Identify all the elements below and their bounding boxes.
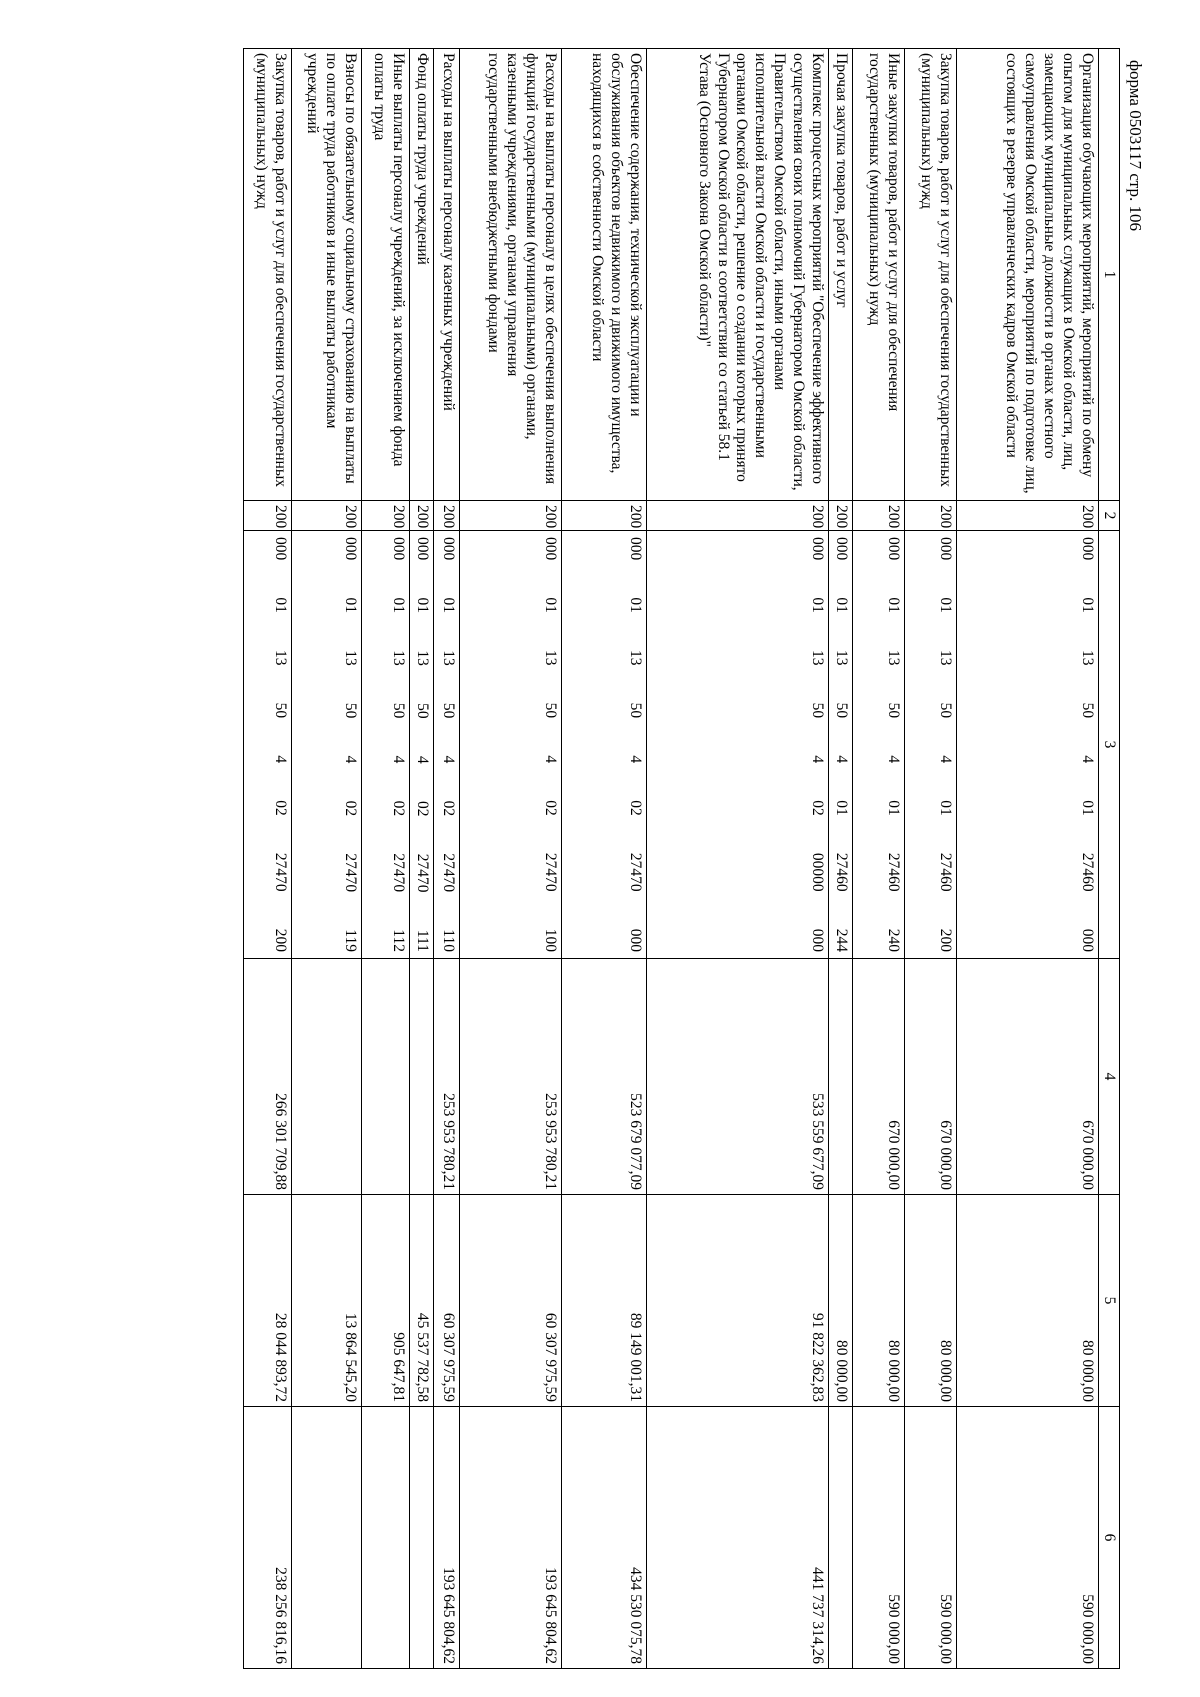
unexecuted-amount-cell: 441 737 314,26 — [647, 1407, 829, 1669]
budget-code-part: 50 — [937, 702, 954, 719]
executed-amount-cell: 28 044 893,72 — [244, 1195, 292, 1407]
budget-code-part: 27470 — [627, 852, 645, 892]
budget-code-part: 000 — [1079, 928, 1096, 952]
table-row — [244, 49, 292, 1669]
budget-code — [268, 531, 291, 958]
budget-code-part: 000 — [809, 537, 827, 561]
budget-code-cell — [292, 531, 362, 959]
table-row — [562, 49, 647, 1669]
budget-code-cell — [410, 531, 434, 959]
unexecuted-amount-cell: 590 000,00 — [957, 1407, 1099, 1669]
approved-amount-cell: 266 301 709,88 — [244, 959, 292, 1195]
budget-code-part: 112 — [390, 929, 408, 952]
budget-code-part: 000 — [937, 537, 954, 561]
budget-code-part: 4 — [809, 755, 827, 764]
budget-code-part: 27460 — [885, 852, 902, 892]
budget-code-part: 111 — [414, 929, 432, 952]
row-name-cell: Прочая закупка товаров, работ и услуг — [829, 49, 853, 501]
executed-amount-cell: 80 000,00 — [853, 1195, 905, 1407]
budget-code — [881, 531, 904, 958]
row-name-cell: Фонд оплаты труда учреждений — [410, 49, 434, 501]
budget-code-part: 244 — [833, 928, 850, 952]
budget-code-part: 000 — [440, 537, 458, 561]
approved-amount-cell — [362, 959, 410, 1195]
approved-amount-cell: 253 953 780,21 — [460, 959, 562, 1195]
budget-code-part: 4 — [342, 755, 360, 764]
budget-code-part: 02 — [272, 800, 290, 816]
budget-code-part: 01 — [627, 597, 645, 613]
unexecuted-amount-cell: 193 645 804,62 — [434, 1407, 460, 1669]
budget-code-part: 000 — [414, 537, 432, 561]
budget-code-part: 4 — [937, 755, 954, 764]
budget-code-part: 13 — [440, 650, 458, 666]
budget-code-part: 000 — [885, 537, 902, 561]
line-code-cell: 200 — [853, 501, 905, 531]
budget-code-part: 13 — [542, 650, 560, 666]
approved-amount-cell: 533 559 677,09 — [647, 959, 829, 1195]
budget-code-part: 01 — [937, 800, 954, 816]
column-header: 1 — [1099, 49, 1120, 501]
row-name-cell: Организация обучающих мероприятий, мероприятий по обмену опытом для муниципальных служащих в Омской области, лиц, замещающих муниципальные должности в органах местного самоуправления Омской области, мероприятий по подготовке лиц, состоящих в резерве управленческих кадров Омской области — [957, 49, 1099, 501]
budget-code-part: 50 — [809, 702, 827, 719]
executed-amount-cell: 45 537 782,58 — [410, 1195, 434, 1407]
budget-code-part: 27470 — [390, 853, 408, 893]
budget-code-part: 01 — [1079, 800, 1096, 816]
budget-code-part: 4 — [627, 755, 645, 764]
approved-amount-cell — [829, 959, 853, 1195]
budget-code-part: 02 — [809, 800, 827, 816]
budget-code-part: 01 — [542, 597, 560, 613]
budget-code-cell — [957, 531, 1099, 959]
line-code-cell: 200 — [905, 501, 957, 531]
budget-code-part: 01 — [1079, 597, 1096, 613]
budget-code-cell — [362, 531, 410, 959]
approved-amount-cell: 523 679 077,09 — [562, 959, 647, 1195]
budget-code-part: 27460 — [833, 852, 850, 892]
budget-code-part: 02 — [440, 800, 458, 817]
budget-code-part: 27460 — [1079, 852, 1096, 892]
unexecuted-amount-cell: 434 530 075,78 — [562, 1407, 647, 1669]
line-code-cell: 200 — [244, 501, 292, 531]
budget-code-part: 50 — [440, 702, 458, 719]
unexecuted-amount-cell — [362, 1407, 410, 1669]
line-code-cell: 200 — [647, 501, 829, 531]
budget-code-part: 02 — [414, 800, 432, 817]
budget-code-part: 50 — [885, 702, 902, 719]
budget-code-part: 27460 — [937, 852, 954, 892]
budget-code — [410, 531, 433, 958]
budget-code-part: 13 — [627, 650, 645, 666]
executed-amount-cell: 60 307 975,59 — [434, 1195, 460, 1407]
row-name-cell: Взносы по обязательному социальному страхованию на выплаты по оплате труда работников и иные выплаты работникам учреждений — [292, 49, 362, 501]
budget-code-part: 4 — [833, 755, 850, 764]
budget-code-cell — [460, 531, 562, 959]
budget-code — [386, 531, 409, 958]
column-header: 3 — [1099, 531, 1120, 959]
budget-code-part: 200 — [272, 928, 290, 952]
budget-code-part: 50 — [1079, 702, 1096, 719]
budget-code-part: 13 — [272, 650, 290, 666]
budget-code-part: 240 — [885, 928, 902, 952]
approved-amount-cell — [410, 959, 434, 1195]
line-code-cell: 200 — [562, 501, 647, 531]
budget-code-part: 000 — [542, 537, 560, 561]
approved-amount-cell: 253 953 780,21 — [434, 959, 460, 1195]
budget-code — [805, 531, 828, 958]
row-name-cell: Закупка товаров, работ и услуг для обеспечения государственных (муниципальных) нужд — [244, 49, 292, 501]
unexecuted-amount-cell: 590 000,00 — [853, 1407, 905, 1669]
column-number-row — [1099, 49, 1120, 1669]
budget-code-part: 4 — [542, 755, 560, 764]
budget-code-part: 13 — [809, 650, 827, 666]
form-page-label: форма 0503117 стр. 106 — [1126, 60, 1145, 231]
executed-amount-cell: 13 864 545,20 — [292, 1195, 362, 1407]
budget-code — [623, 531, 646, 958]
table-row — [410, 49, 434, 1669]
unexecuted-amount-cell: 193 645 804,62 — [460, 1407, 562, 1669]
budget-code-part: 4 — [272, 755, 290, 764]
budget-code-part: 01 — [342, 597, 360, 613]
budget-code-part: 01 — [937, 597, 954, 613]
line-code-cell: 200 — [292, 501, 362, 531]
budget-code — [829, 531, 852, 958]
budget-code-part: 13 — [885, 650, 902, 666]
budget-code-part: 000 — [272, 537, 290, 561]
approved-amount-cell: 670 000,00 — [905, 959, 957, 1195]
table-row — [362, 49, 410, 1669]
table-row — [853, 49, 905, 1669]
budget-code-part: 13 — [937, 650, 954, 666]
budget-code-part: 119 — [342, 929, 360, 952]
unexecuted-amount-cell — [292, 1407, 362, 1669]
budget-code-part: 4 — [885, 755, 902, 764]
budget-code-part: 01 — [833, 800, 850, 816]
budget-code-part: 50 — [833, 702, 850, 719]
budget-code — [933, 531, 956, 958]
column-header: 6 — [1099, 1407, 1120, 1669]
line-code-cell: 200 — [957, 501, 1099, 531]
budget-code-cell — [647, 531, 829, 959]
row-name-cell: Закупка товаров, работ и услуг для обеспечения государственных (муниципальных) нужд — [905, 49, 957, 501]
budget-code-part: 02 — [627, 800, 645, 816]
executed-amount-cell: 89 149 001,31 — [562, 1195, 647, 1407]
budget-code-part: 27470 — [414, 853, 432, 893]
column-header: 5 — [1099, 1195, 1120, 1407]
budget-code-part: 13 — [1079, 650, 1096, 666]
budget-code-part: 01 — [833, 597, 850, 613]
table-row — [647, 49, 829, 1669]
budget-code-part: 01 — [414, 597, 432, 614]
budget-code-part: 01 — [440, 597, 458, 613]
budget-code-part: 00000 — [809, 852, 827, 892]
budget-code-part: 4 — [440, 755, 458, 764]
budget-code-part: 02 — [342, 800, 360, 817]
budget-code-part: 000 — [833, 537, 850, 561]
executed-amount-cell: 91 822 362,83 — [647, 1195, 829, 1407]
budget-code-part: 27470 — [342, 853, 360, 893]
budget-code-part: 4 — [414, 755, 432, 764]
budget-code-part: 13 — [390, 650, 408, 666]
budget-code-part: 000 — [809, 928, 827, 952]
budget-code-part: 000 — [627, 537, 645, 561]
budget-code-part: 02 — [390, 800, 408, 817]
unexecuted-amount-cell — [410, 1407, 434, 1669]
budget-code-part: 01 — [272, 597, 290, 613]
budget-code-cell — [562, 531, 647, 959]
executed-amount-cell: 905 647,81 — [362, 1195, 410, 1407]
budget-code-part: 4 — [1079, 755, 1096, 764]
budget-code-part: 50 — [390, 702, 408, 719]
rotated-table-wrapper — [115, 48, 1120, 1668]
table-body — [244, 49, 1099, 1669]
budget-code-part: 01 — [390, 597, 408, 613]
budget-code-part: 000 — [627, 928, 645, 952]
budget-code-part: 200 — [937, 928, 954, 952]
budget-code — [1075, 531, 1098, 958]
budget-code — [436, 531, 459, 958]
table-row — [829, 49, 853, 1669]
budget-code-part: 50 — [272, 702, 290, 719]
row-name-cell: Обеспечение содержания, технической эксплуатации и обслуживания объектов недвижимого и движимого имущества, находящихся в собственности Омской области — [562, 49, 647, 501]
executed-amount-cell: 80 000,00 — [829, 1195, 853, 1407]
line-code-cell: 200 — [829, 501, 853, 531]
row-name-cell: Комплекс процессных мероприятий "Обеспечение эффективного осуществления своих полномочий Губернатором Омской области, Правительством Омской области, иными органами исполнительной власти Омской области и государственными органами Омской области, решение о создании которых принято Губернатором Омской области в соответствии со статьей 58.1 Устава (Основного Закона Омской области)" — [647, 49, 829, 501]
budget-code-part: 000 — [342, 537, 360, 561]
column-header: 2 — [1099, 501, 1120, 531]
budget-code-part: 50 — [342, 702, 360, 719]
unexecuted-amount-cell — [829, 1407, 853, 1669]
unexecuted-amount-cell: 590 000,00 — [905, 1407, 957, 1669]
budget-code-part: 01 — [885, 597, 902, 613]
table-row — [957, 49, 1099, 1669]
row-name-cell: Иные закупки товаров, работ и услуг для обеспечения государственных (муниципальных) нужд — [853, 49, 905, 501]
approved-amount-cell — [292, 959, 362, 1195]
unexecuted-amount-cell: 238 256 816,16 — [244, 1407, 292, 1669]
executed-amount-cell: 80 000,00 — [957, 1195, 1099, 1407]
budget-code-part: 27470 — [440, 853, 458, 893]
budget-code-part: 27470 — [272, 852, 290, 892]
budget-code-part: 000 — [1079, 537, 1096, 561]
table-row — [292, 49, 362, 1669]
budget-code-part: 50 — [414, 703, 432, 719]
line-code-cell: 200 — [362, 501, 410, 531]
budget-code-part: 110 — [440, 929, 458, 952]
budget-code-part: 13 — [414, 650, 432, 666]
budget-code-part: 02 — [542, 800, 560, 816]
budget-code — [338, 531, 361, 958]
budget-code-part: 100 — [542, 928, 560, 952]
row-name-cell: Расходы на выплаты персоналу в целях обеспечения выполнения функций государственными (муниципальными) органами, казенными учреждениями, органами управления государственными внебюджетными фондами — [460, 49, 562, 501]
budget-code-cell — [244, 531, 292, 959]
budget-execution-table — [243, 48, 1120, 1669]
budget-code-part: 13 — [833, 650, 850, 666]
budget-code-part: 50 — [542, 702, 560, 719]
column-header: 4 — [1099, 959, 1120, 1195]
row-name-cell: Расходы на выплаты персоналу казенных учреждений — [434, 49, 460, 501]
budget-code-part: 27470 — [542, 852, 560, 892]
budget-code-cell — [853, 531, 905, 959]
budget-code-part: 000 — [390, 537, 408, 561]
table-row — [434, 49, 460, 1669]
budget-code-part: 13 — [342, 650, 360, 666]
table-row — [460, 49, 562, 1669]
approved-amount-cell: 670 000,00 — [957, 959, 1099, 1195]
budget-code-part: 01 — [885, 800, 902, 816]
table-row — [905, 49, 957, 1669]
approved-amount-cell: 670 000,00 — [853, 959, 905, 1195]
budget-code-cell — [905, 531, 957, 959]
executed-amount-cell: 60 307 975,59 — [460, 1195, 562, 1407]
budget-code-part: 4 — [390, 755, 408, 764]
budget-code-cell — [434, 531, 460, 959]
row-name-cell: Иные выплаты персоналу учреждений, за исключением фонда оплаты труда — [362, 49, 410, 501]
line-code-cell: 200 — [460, 501, 562, 531]
budget-code-cell — [829, 531, 853, 959]
executed-amount-cell: 80 000,00 — [905, 1195, 957, 1407]
line-code-cell: 200 — [434, 501, 460, 531]
budget-code — [538, 531, 561, 958]
budget-code-part: 01 — [809, 597, 827, 613]
line-code-cell: 200 — [410, 501, 434, 531]
budget-code-part: 50 — [627, 702, 645, 719]
